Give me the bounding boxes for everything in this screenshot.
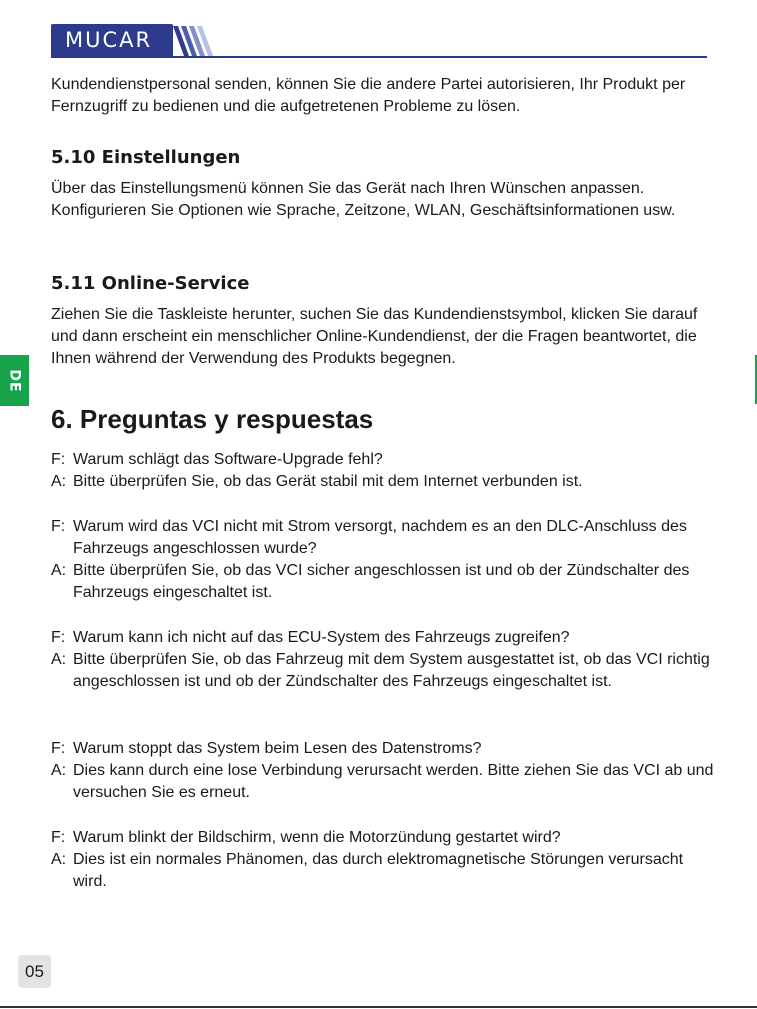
faq-question — [51, 627, 716, 649]
faq-answer — [51, 471, 716, 493]
faq-item — [51, 627, 716, 693]
faq-question — [51, 449, 716, 471]
question-prefix: F: — [51, 451, 66, 468]
footer-rule — [0, 1006, 757, 1008]
mucar-logo: MUCAR — [51, 24, 173, 57]
faq-answer — [51, 649, 716, 693]
answer-prefix: A: — [51, 762, 67, 779]
faq-item — [51, 827, 716, 893]
answer-prefix: A: — [51, 851, 67, 868]
online-service-paragraph: Ziehen Sie die Taskleiste herunter, suchen Sie das Kundendienstsymbol, klicken Sie darauf und dann erscheint ein menschlicher Online-Kundendienst, der die Fragen beantwortet, die Ihnen während der Verwendung des Produkts begegnen. — [51, 306, 698, 367]
question-text: Warum wird das VCI nicht mit Strom versorgt, nachdem es an den DLC-Anschluss des Fahrzeugs angeschlossen wurde? — [73, 518, 687, 557]
question-text: Warum stoppt das System beim Lesen des Datenstroms? — [73, 740, 482, 757]
faq-answer — [51, 560, 716, 604]
faq-question — [51, 827, 716, 849]
question-text: Warum blinkt der Bildschirm, wenn die Motorzündung gestartet wird? — [73, 829, 561, 846]
settings-paragraph: Über das Einstellungsmenü können Sie das Gerät nach Ihren Wünschen anpassen. Konfigurieren Sie Optionen wie Sprache, Zeitzone, WLAN, Geschäftsinformationen usw. — [51, 180, 676, 219]
faq-item — [51, 738, 716, 804]
header-rule — [51, 56, 707, 58]
question-prefix: F: — [51, 740, 66, 757]
faq-question — [51, 738, 716, 760]
page-number: 05 — [18, 955, 51, 988]
answer-prefix: A: — [51, 473, 67, 490]
faq-question — [51, 516, 716, 560]
section-heading-settings: 5.10 Einstellungen — [51, 147, 241, 168]
question-prefix: F: — [51, 518, 66, 535]
answer-prefix: A: — [51, 562, 67, 579]
answer-text: Bitte überprüfen Sie, ob das Fahrzeug mit dem System ausgestattet ist, ob das VCI richtig angeschlossen ist und ob der Zündschalter des Fahrzeugs eingeschaltet ist. — [73, 651, 710, 690]
faq-answer — [51, 760, 716, 804]
logo-stripes-icon — [171, 24, 216, 57]
language-tab — [0, 355, 29, 406]
question-text: Warum schlägt das Software-Upgrade fehl? — [73, 451, 383, 468]
answer-text: Bitte überprüfen Sie, ob das Gerät stabil mit dem Internet verbunden ist. — [73, 473, 583, 490]
answer-text: Bitte überprüfen Sie, ob das VCI sicher angeschlossen ist und ob der Zündschalter des Fahrzeugs eingeschaltet ist. — [73, 562, 690, 601]
language-tab-label: DE — [6, 368, 23, 393]
question-prefix: F: — [51, 629, 66, 646]
intro-paragraph: Kundendienstpersonal senden, können Sie die andere Partei autorisieren, Ihr Produkt per Fernzugriff zu bedienen und die aufgetretenen Probleme zu lösen. — [51, 76, 686, 115]
answer-prefix: A: — [51, 651, 67, 668]
answer-text: Dies ist ein normales Phänomen, das durch elektromagnetische Störungen verursacht wird. — [73, 851, 684, 890]
answer-text: Dies kann durch eine lose Verbindung verursacht werden. Bitte ziehen Sie das VCI ab und versuchen Sie es erneut. — [73, 762, 714, 801]
faq-item — [51, 449, 716, 493]
page-header — [51, 24, 707, 58]
faq-item — [51, 516, 716, 604]
section-heading-online-service: 5.11 Online-Service — [51, 273, 250, 294]
question-text: Warum kann ich nicht auf das ECU-System des Fahrzeugs zugreifen? — [73, 629, 570, 646]
faq-answer — [51, 849, 716, 893]
faq-heading: 6. Preguntas y respuestas — [51, 404, 374, 434]
question-prefix: F: — [51, 829, 66, 846]
